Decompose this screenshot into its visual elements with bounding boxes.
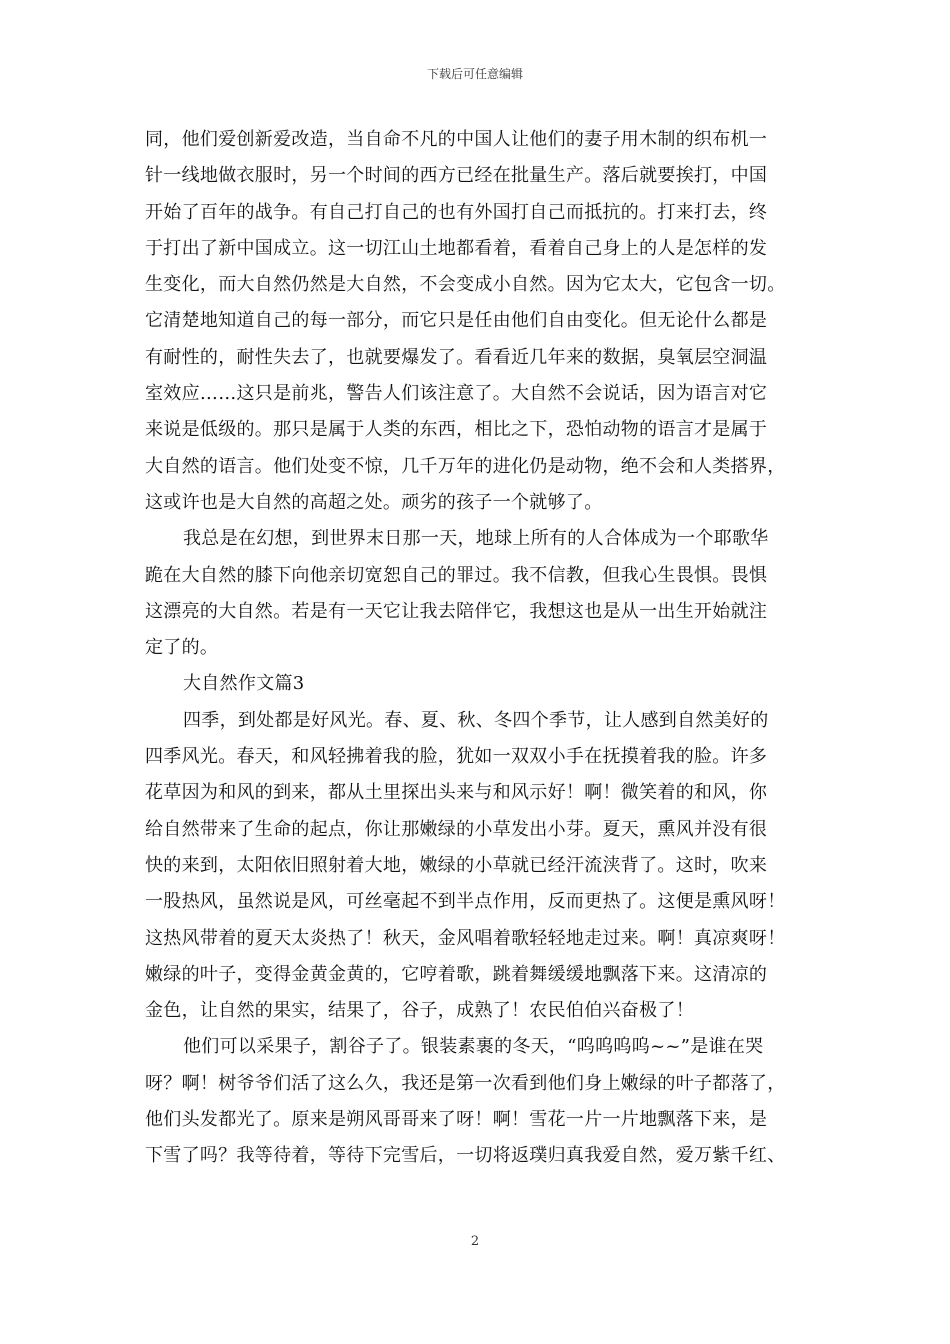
text-line: 于打出了新中国成立。这一切江山土地都看着，看着自己身上的人是怎样的发 bbox=[145, 237, 768, 259]
page-number: 2 bbox=[470, 1234, 480, 1249]
text-line: 快的来到，太阳依旧照射着大地，嫩绿的小草就已经汗流浃背了。这时，吹来 bbox=[145, 854, 768, 876]
text-line: 给自然带来了生命的起点，你让那嫩绿的小草发出小芽。夏天，熏风并没有很 bbox=[145, 818, 768, 840]
paragraph-start-line: 四季，到处都是好风光。春、夏、秋、冬四个季节，让人感到自然美好的 bbox=[183, 709, 769, 731]
text-line: 同，他们爱创新爱改造，当自命不凡的中国人让他们的妻子用木制的织布机一 bbox=[145, 129, 768, 150]
text-line: 嫩绿的叶子，变得金黄金黄的，它哼着歌，跳着舞缓缓地飘落下来。这清凉的 bbox=[145, 963, 768, 985]
text-line: 呀？啊！树爷爷们活了这么久，我还是第一次看到他们身上嫩绿的叶子都落了， bbox=[145, 1072, 786, 1094]
text-line: 定了的。 bbox=[145, 637, 219, 659]
text-line: 四季风光。春天，和风轻拂着我的脸，犹如一双双小手在抚摸着我的脸。许多 bbox=[145, 746, 768, 768]
text-line: 下雪了吗？我等待着，等待下完雪后，一切将返璞归真我爱自然，爱万紫千红、 bbox=[145, 1145, 786, 1167]
text-line: 这漂亮的大自然。若是有一天它让我去陪伴它，我想这也是从一出生开始就注 bbox=[145, 600, 768, 622]
paragraph-start-line: 我总是在幻想，到世界末日那一天，地球上所有的人合体成为一个耶歌华 bbox=[183, 528, 769, 550]
page-header: 下载后可任意编辑 bbox=[426, 67, 523, 81]
text-line: 这热风带着的夏天太炎热了！秋天，金风唱着歌轻轻地走过来。啊！真凉爽呀！ bbox=[145, 927, 786, 949]
section-heading: 大自然作文篇3 bbox=[183, 673, 305, 695]
paragraph-start-line: 他们可以采果子，割谷子了。银装素裹的冬天，“呜呜呜呜~~”是谁在哭 bbox=[183, 1036, 764, 1058]
document-body bbox=[145, 122, 805, 1175]
text-line: 跪在大自然的膝下向他亲切宽恕自己的罪过。我不信教，但我心生畏惧。畏惧 bbox=[145, 564, 768, 586]
text-line: 室效应……这只是前兆，警告人们该注意了。大自然不会说话，因为语言对它 bbox=[145, 383, 768, 405]
text-line: 这或许也是大自然的高超之处。顽劣的孩子一个就够了。 bbox=[145, 491, 603, 513]
text-line: 生变化，而大自然仍然是大自然，不会变成小自然。因为它太大，它包含一切。 bbox=[145, 274, 786, 296]
text-line: 开始了百年的战争。有自己打自己的也有外国打自己而抵抗的。打来打去，终 bbox=[145, 201, 768, 223]
text-line: 金色，让自然的果实，结果了，谷子，成熟了！农民伯伯兴奋极了！ bbox=[145, 1000, 694, 1022]
text-line: 针一线地做衣服时，另一个时间的西方已经在批量生产。落后就要挨打，中国 bbox=[145, 165, 768, 187]
text-line: 来说是低级的。那只是属于人类的东西，相比之下，恐怕动物的语言才是属于 bbox=[145, 419, 768, 441]
text-line: 它清楚地知道自己的每一部分，而它只是任由他们自由变化。但无论什么都是 bbox=[145, 310, 768, 332]
text-line: 大自然的语言。他们处变不惊，几千万年的进化仍是动物，绝不会和人类搭界， bbox=[145, 455, 786, 477]
text-line: 他们头发都光了。原来是朔风哥哥来了呀！啊！雪花一片一片地飘落下来，是 bbox=[145, 1109, 768, 1131]
text-line: 一股热风，虽然说是风，可丝毫起不到半点作用，反而更热了。这便是熏风呀！ bbox=[145, 891, 786, 913]
text-line: 花草因为和风的到来，都从土里探出头来与和风示好！啊！微笑着的和风，你 bbox=[145, 782, 768, 804]
text-line: 有耐性的，耐性失去了，也就要爆发了。看看近几年来的数据，臭氧层空洞温 bbox=[145, 346, 768, 368]
